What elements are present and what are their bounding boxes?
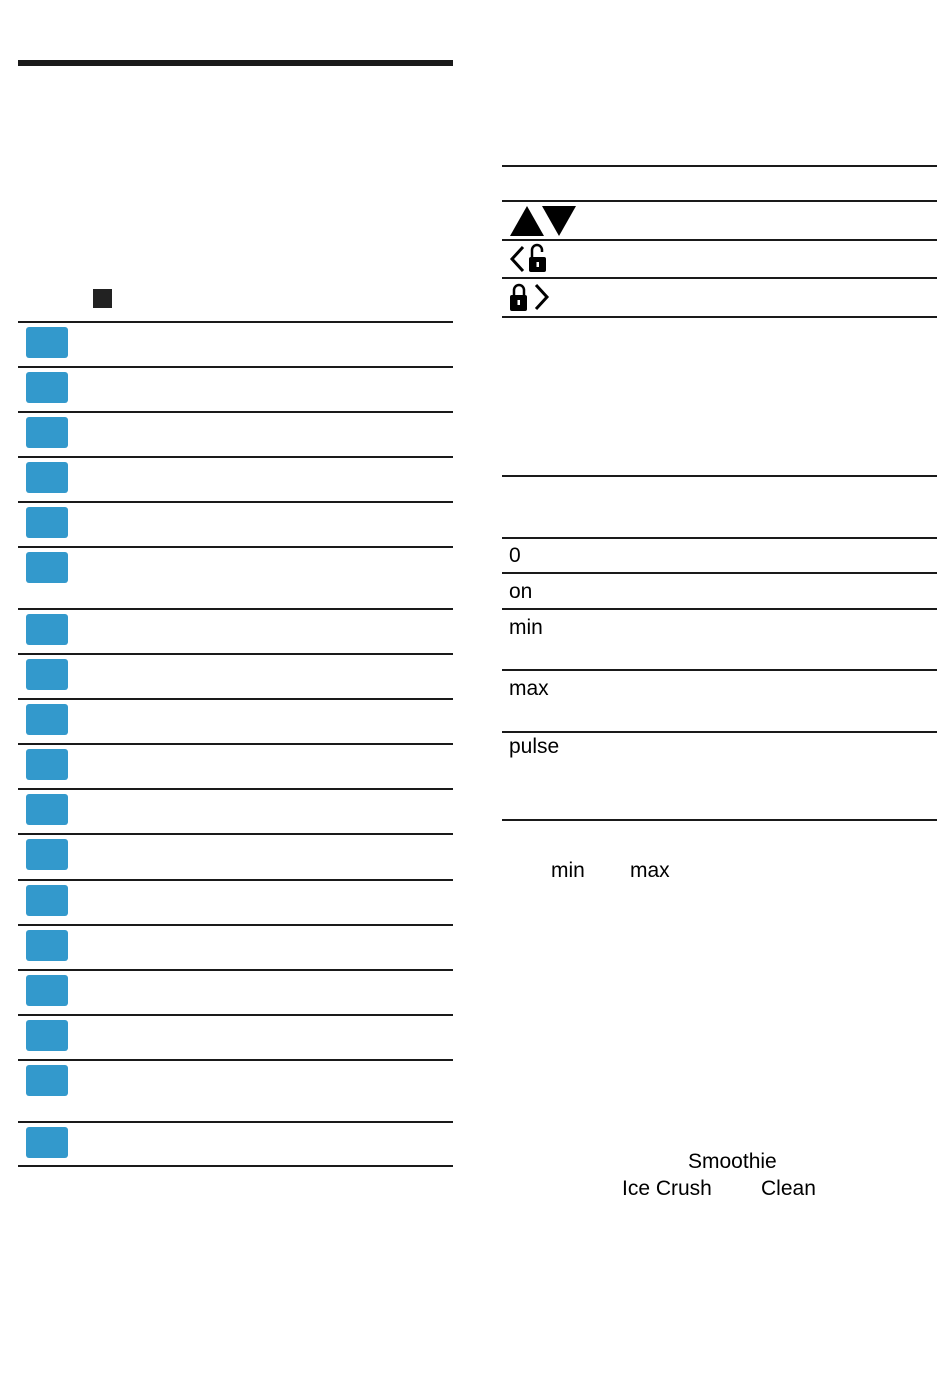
speed-min-text: min — [551, 859, 585, 882]
blue-badge — [26, 507, 68, 538]
list-item — [18, 698, 453, 743]
blue-badge — [26, 749, 68, 780]
triangle-up-icon — [510, 206, 544, 236]
list-item — [18, 1014, 453, 1059]
blue-badge — [26, 975, 68, 1006]
table-rule — [502, 669, 937, 671]
blue-badge — [26, 794, 68, 825]
triangle-down-icon — [542, 206, 576, 236]
blue-badge — [26, 327, 68, 358]
blue-badge — [26, 704, 68, 735]
blue-badge — [26, 839, 68, 870]
blue-badge — [26, 1020, 68, 1051]
blue-badge — [26, 885, 68, 916]
setting-pulse-label: pulse — [509, 735, 560, 758]
list-item — [18, 366, 453, 411]
blue-badge — [26, 552, 68, 583]
list-item — [18, 1121, 453, 1167]
blue-badge — [26, 372, 68, 403]
table-rule — [502, 608, 937, 610]
program-clean-text: Clean — [761, 1177, 816, 1200]
top-heading-rule — [18, 60, 453, 66]
list-item — [18, 924, 453, 969]
list-item — [18, 788, 453, 833]
list-item — [18, 743, 453, 788]
table-rule — [502, 239, 937, 241]
speed-max-text: max — [630, 859, 670, 882]
blue-badge — [26, 1127, 68, 1158]
list-item — [18, 546, 453, 608]
square-bullet-icon — [93, 289, 112, 308]
table-rule — [502, 731, 937, 733]
setting-min-label: min — [509, 616, 543, 639]
list-item — [18, 411, 453, 456]
program-smoothie-text: Smoothie — [688, 1150, 777, 1173]
list-item — [18, 321, 453, 366]
blue-badge — [26, 930, 68, 961]
list-item — [18, 1059, 453, 1121]
list-item — [18, 456, 453, 501]
table-rule — [502, 277, 937, 279]
table-rule — [502, 200, 937, 202]
program-ice-crush-text: Ice Crush — [622, 1177, 712, 1200]
setting-max-label: max — [509, 677, 549, 700]
list-item — [18, 833, 453, 879]
list-item — [18, 653, 453, 698]
list-item — [18, 501, 453, 546]
blue-badge — [26, 1065, 68, 1096]
badge-list — [18, 321, 453, 1167]
table-rule — [502, 819, 937, 821]
list-item — [18, 969, 453, 1014]
table-rule — [502, 537, 937, 539]
table-rule — [502, 316, 937, 318]
blue-badge — [26, 659, 68, 690]
blue-badge — [26, 614, 68, 645]
list-item — [18, 608, 453, 653]
locked-padlock-chevron-right-icon — [508, 281, 552, 313]
blue-badge — [26, 417, 68, 448]
setting-on-label: on — [509, 580, 533, 603]
table-rule — [502, 165, 937, 167]
table-rule — [502, 572, 937, 574]
chevron-left-unlocked-padlock-icon — [508, 243, 548, 275]
table-rule — [502, 475, 937, 477]
list-item — [18, 879, 453, 924]
setting-zero-label: 0 — [509, 544, 521, 567]
blue-badge — [26, 462, 68, 493]
